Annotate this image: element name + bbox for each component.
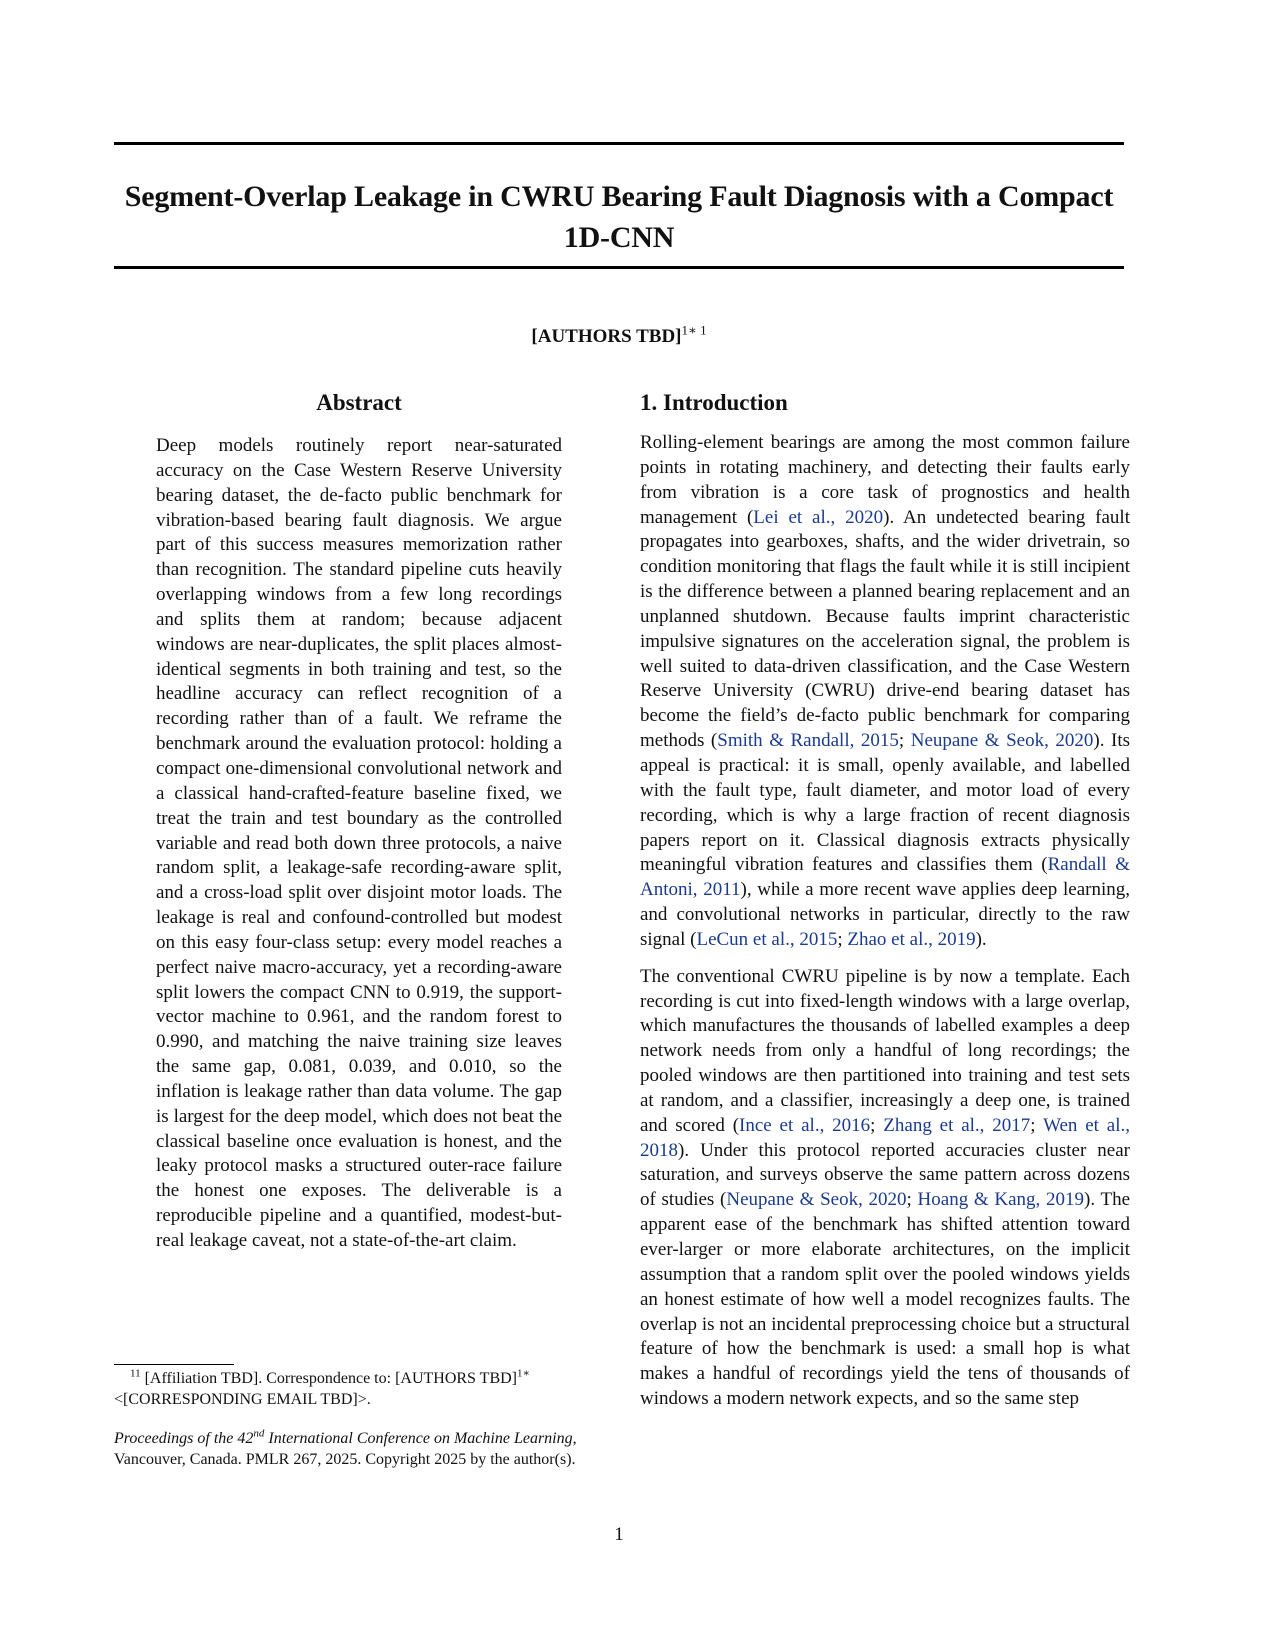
intro-paragraph-1 <box>640 431 1130 953</box>
footnote <box>114 1368 609 1410</box>
abstract-text: Deep models routinely report near-saturated accuracy on the Case Western Reserve University bearing dataset, the de-facto public benchmark for vibration-based bearing fault diagnosis. We argue part of this success measures memorization rather than recognition. The standard pipeline cuts heavily overlapping windows from a few long recordings and splits them at random; because adjacent windows are near-duplicates, the split places almost-identical segments in both training and test, so the headline accuracy can reflect recognition of a recording rather than of a fault. We reframe the benchmark around the evaluation protocol: holding a compact one-dimensional convolutional network and a classical hand-crafted-feature baseline fixed, we treat the train and test boundary as the controlled variable and read both down three protocols, a naive random split, a leakage-safe recording-aware split, and a cross-load split over disjoint motor loads. The leakage is real and confound-controlled but modest on this easy four-class setup: every model reaches a perfect naive macro-accuracy, yet a recording-aware split lowers the compact CNN to 0.919, the support-vector machine to 0.961, and the random forest to 0.990, and matching the naive training size leaves the same gap, 0.081, 0.039, and 0.010, so the inflation is leakage rather than data volume. The gap is largest for the deep model, which does not beat the classical baseline once evaluation is honest, and the leaky protocol masks a structured outer-race failure the honest one exposes. The deliverable is a reproducible pipeline and a quantified, modest-but-real leakage caveat, not a state-of-the-art claim. <box>156 435 562 1251</box>
authors: [AUTHORS TBD] <box>531 326 682 347</box>
citation-link[interactable]: Wen et al., 2018 <box>640 1114 1131 1161</box>
proceedings-note <box>114 1428 609 1470</box>
author-line <box>0 322 1238 348</box>
footnote-author-mark: 1∗ <box>517 1367 530 1380</box>
citation-link[interactable]: Randall & Antoni, 2011 <box>640 854 1130 901</box>
top-rule <box>114 142 1124 145</box>
citation-link[interactable]: Smith & Randall, 2015 <box>717 730 899 752</box>
proceedings-details: , Vancouver, Canada. PMLR 267, 2025. Copyright 2025 by the author(s). <box>114 1430 577 1468</box>
proceedings-ordinal-suffix: nd <box>253 1427 265 1440</box>
intro-p1-text: ), while a more recent wave applies deep learning, and convolutional networks in particular, directly to the raw signal ( <box>640 879 1130 950</box>
citation-link[interactable]: Zhang et al., 2017 <box>883 1114 1031 1136</box>
intro-p2-text: ). The apparent ease of the benchmark has shifted attention toward ever-larger or more elaborate architectures, on the implicit assumption that a random split over the pooled windows yields an honest estimate of how well a model recognizes faults. The overlap is not an incidental preprocessing choice but a structural feature of how the benchmark is used: a small hop is what makes a handful of recordings yield the tens of thousands of windows a modern network expects, and so the same step <box>640 1189 1130 1410</box>
title-bottom-rule <box>114 266 1124 269</box>
proceedings-ordinal: 42 <box>237 1430 254 1447</box>
proceedings-conference: International Conference on Machine Learning <box>264 1430 573 1447</box>
intro-paragraph-2 <box>640 965 1130 1412</box>
abstract-heading: Abstract <box>316 390 402 415</box>
citation-link[interactable]: Ince et al., 2016 <box>739 1114 871 1136</box>
paper-title: Segment-Overlap Leakage in CWRU Bearing Fault Diagnosis with a Compact 1D-CNN <box>124 180 1114 254</box>
citation-link[interactable]: Zhao et al., 2019 <box>847 928 976 950</box>
citation-separator: ; <box>870 1114 884 1136</box>
citation-link[interactable]: Lei et al., 2020 <box>753 506 884 528</box>
footnote-email: <[CORRESPONDING EMAIL TBD]>. <box>114 1391 371 1408</box>
proceedings-prefix: Proceedings of the <box>114 1430 238 1447</box>
page-number: 1 <box>614 1524 624 1545</box>
citation-link[interactable]: Neupane & Seok, 2020 <box>910 730 1094 752</box>
footnote-mark: 11 <box>130 1367 141 1380</box>
section-heading-introduction: 1. Introduction <box>640 390 788 415</box>
citation-link[interactable]: Neupane & Seok, 2020 <box>726 1189 907 1211</box>
author-affiliation-marks: 1∗ 1 <box>681 322 707 338</box>
intro-p1-text: ). An undetected bearing fault propagates into gearboxes, shafts, and the wider drivetrain, so condition monitoring that flags the fault while it is still incipient is the difference between a planned bearing replacement and an unplanned shutdown. Because faults imprint characteristic impulsive signatures on the acceleration signal, the problem is well suited to data-driven classification, and the Case Western Reserve University (CWRU) drive-end bearing dataset has become the field’s de-facto public benchmark for comparing methods ( <box>640 506 1130 752</box>
right-column <box>640 390 1130 1412</box>
footnote-rule <box>114 1364 234 1365</box>
citation-link[interactable]: LeCun et al., 2015 <box>696 928 838 950</box>
intro-p2-text: The conventional CWRU pipeline is by now a template. Each recording is cut into fixed-length windows with a large overlap, which manufactures the thousands of labelled examples a deep network needs from only a handful of long recordings; the pooled windows are then partitioned into training and test sets at random, and a classifier, increasingly a deep one, is trained and scored ( <box>640 965 1130 1136</box>
citation-separator: ; <box>906 1189 918 1211</box>
intro-p1-text: ). Its appeal is practical: it is small, openly available, and labelled with the fault type, fault diameter, and motor load of every recording, which is why a large fraction of recent diagnosis papers report on it. Classical diagnosis extracts physically meaningful vibration features and classifies them ( <box>640 730 1131 876</box>
citation-separator: ; <box>837 928 848 950</box>
footnote-text: [Affiliation TBD]. Correspondence to: [AUTHORS TBD] <box>144 1370 517 1387</box>
left-column <box>114 390 604 1254</box>
citation-separator: ; <box>1030 1114 1044 1136</box>
intro-p1-text: Rolling-element bearings are among the most common failure points in rotating machinery, and detecting their faults early from vibration is a core task of prognostics and health management ( <box>640 432 1130 528</box>
intro-p2-text: ). Under this protocol reported accuracies cluster near saturation, and surveys observe the same pattern across dozens of studies ( <box>640 1139 1130 1211</box>
citation-separator: ; <box>898 730 911 752</box>
citation-link[interactable]: Hoang & Kang, 2019 <box>917 1189 1085 1211</box>
intro-p1-text: ). <box>975 928 987 950</box>
